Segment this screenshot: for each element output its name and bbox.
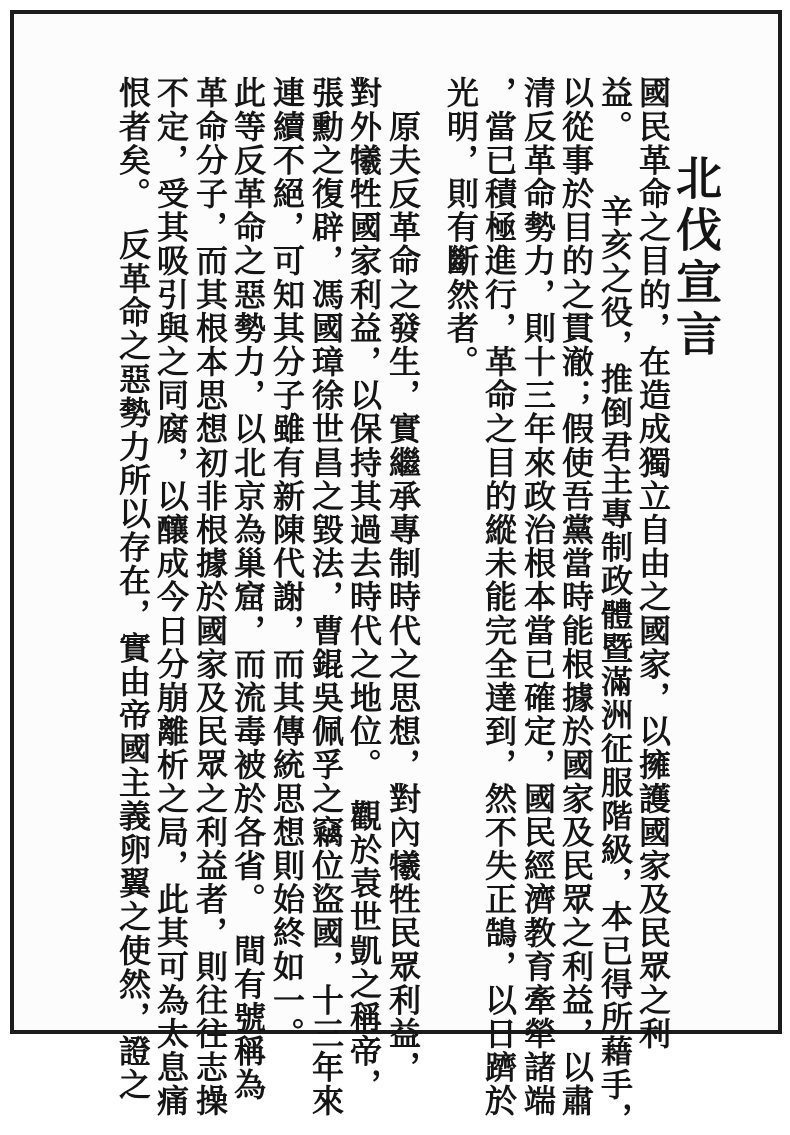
- text-column-6: 光明，則有斷然者。: [442, 76, 480, 379]
- document-frame: [10, 10, 782, 1135]
- text-column-5: ，當已積極進行，革命之目的縱未能完全達到，然不失正鵠，以日躋於: [480, 76, 518, 1118]
- text-column-2: 益。 辛亥之役，推倒君主專制政體暨滿洲征服階級，本已得所藉手，: [596, 76, 634, 1135]
- text-column-14: 恨者矣。 反革命之惡勢力所以存在，實由帝國主義卵翼之使然，證之: [114, 76, 152, 1102]
- text-column-13: 不定，受其吸引與之同腐，以釀成今日分崩離析之局，此其可為太息痛: [152, 76, 190, 1118]
- text-column-4: 清反革命勢力，則十三年來政治根本當已確定，國民經濟教育牽犖諸端: [519, 76, 557, 1118]
- text-column-3: 以從事於目的之貫澈；假使吾黨當時能根據於國家及民眾之利益，以肅: [557, 76, 595, 1118]
- document-title: 北伐宣言: [669, 154, 723, 362]
- text-column-8: 對外犧牲國家利益，以保持其過去時代之地位。 觀於袁世凱之稱帝，: [345, 76, 383, 1102]
- text-column-7: 原夫反革命之發生，實繼承專制時代之思想，對內犧牲民眾利益，: [384, 76, 422, 1084]
- text-column-10: 連續不絕，可知其分子雖有新陳代謝，而其傳統思想則始終如一。: [268, 76, 306, 1051]
- text-column-11: 此等反革命之惡勢力，以北京為巢窟，而流毒被於各省。 間有號稱為: [229, 76, 267, 1102]
- text-column-1: 國民革命之目的，在造成獨立自由之國家，以擁護國家及民眾之利: [634, 76, 672, 1051]
- text-column-12: 革命分子，而其根本思想初非根據於國家及民眾之利益者，則往往志操: [191, 76, 229, 1118]
- text-column-9: 張勳之復辟，馮國璋徐世昌之毀法，曹錕吳佩孚之竊位盜國，十三年來: [307, 76, 345, 1118]
